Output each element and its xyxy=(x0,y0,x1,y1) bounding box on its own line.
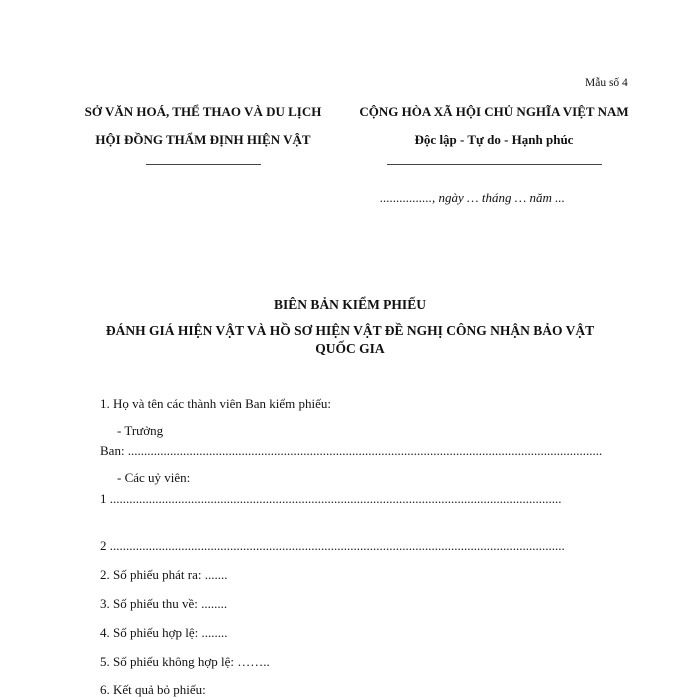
item-6-voting-result: 6. Kết quả bỏ phiếu: xyxy=(100,682,206,697)
item-1-label: 1. Họ và tên các thành viên Ban kiểm phiếu: xyxy=(100,396,332,411)
motto: Độc lập - Tự do - Hạnh phúc xyxy=(414,132,574,147)
members-label: - Các uỷ viên: xyxy=(117,470,191,485)
form-number: Mẫu số 4 xyxy=(585,77,628,89)
item-4-valid-ballots: 4. Số phiếu hợp lệ: ........ xyxy=(100,625,228,640)
title-line-1: BIÊN BẢN KIỂM PHIẾU xyxy=(274,297,426,312)
motto-underline xyxy=(387,164,602,165)
item-2-ballots-issued: 2. Số phiếu phát ra: ....... xyxy=(100,567,228,582)
item-3-ballots-collected: 3. Số phiếu thu về: ........ xyxy=(100,596,228,611)
member-1-field: 1 ........................................................................................................................................... xyxy=(100,491,562,506)
country-name: CỘNG HÒA XÃ HỘI CHỦ NGHĨA VIỆT NAM xyxy=(359,104,629,119)
date-line: ................, ngày … tháng … năm ... xyxy=(380,190,565,205)
national-motto-block xyxy=(350,98,638,165)
item-5-invalid-ballots: 5. Số phiếu không hợp lệ: …….. xyxy=(100,654,270,669)
head-of-board-field: Ban: .................................................................................................................................................. xyxy=(100,443,603,458)
issuing-agency-block xyxy=(68,98,338,165)
head-of-board-label: - Trưởng xyxy=(117,423,164,438)
document-title xyxy=(90,296,610,358)
agency-name: SỞ VĂN HOÁ, THỂ THAO VÀ DU LỊCH xyxy=(84,104,322,119)
agency-underline xyxy=(146,164,261,165)
member-2-field: 2 ............................................................................................................................................ xyxy=(100,538,565,553)
council-name: HỘI ĐỒNG THẨM ĐỊNH HIỆN VẬT xyxy=(95,132,311,147)
title-line-2: ĐÁNH GIÁ HIỆN VẬT VÀ HỒ SƠ HIỆN VẬT ĐỀ NGHỊ CÔNG NHẬN BẢO VẬT QUỐC GIA xyxy=(105,323,595,356)
